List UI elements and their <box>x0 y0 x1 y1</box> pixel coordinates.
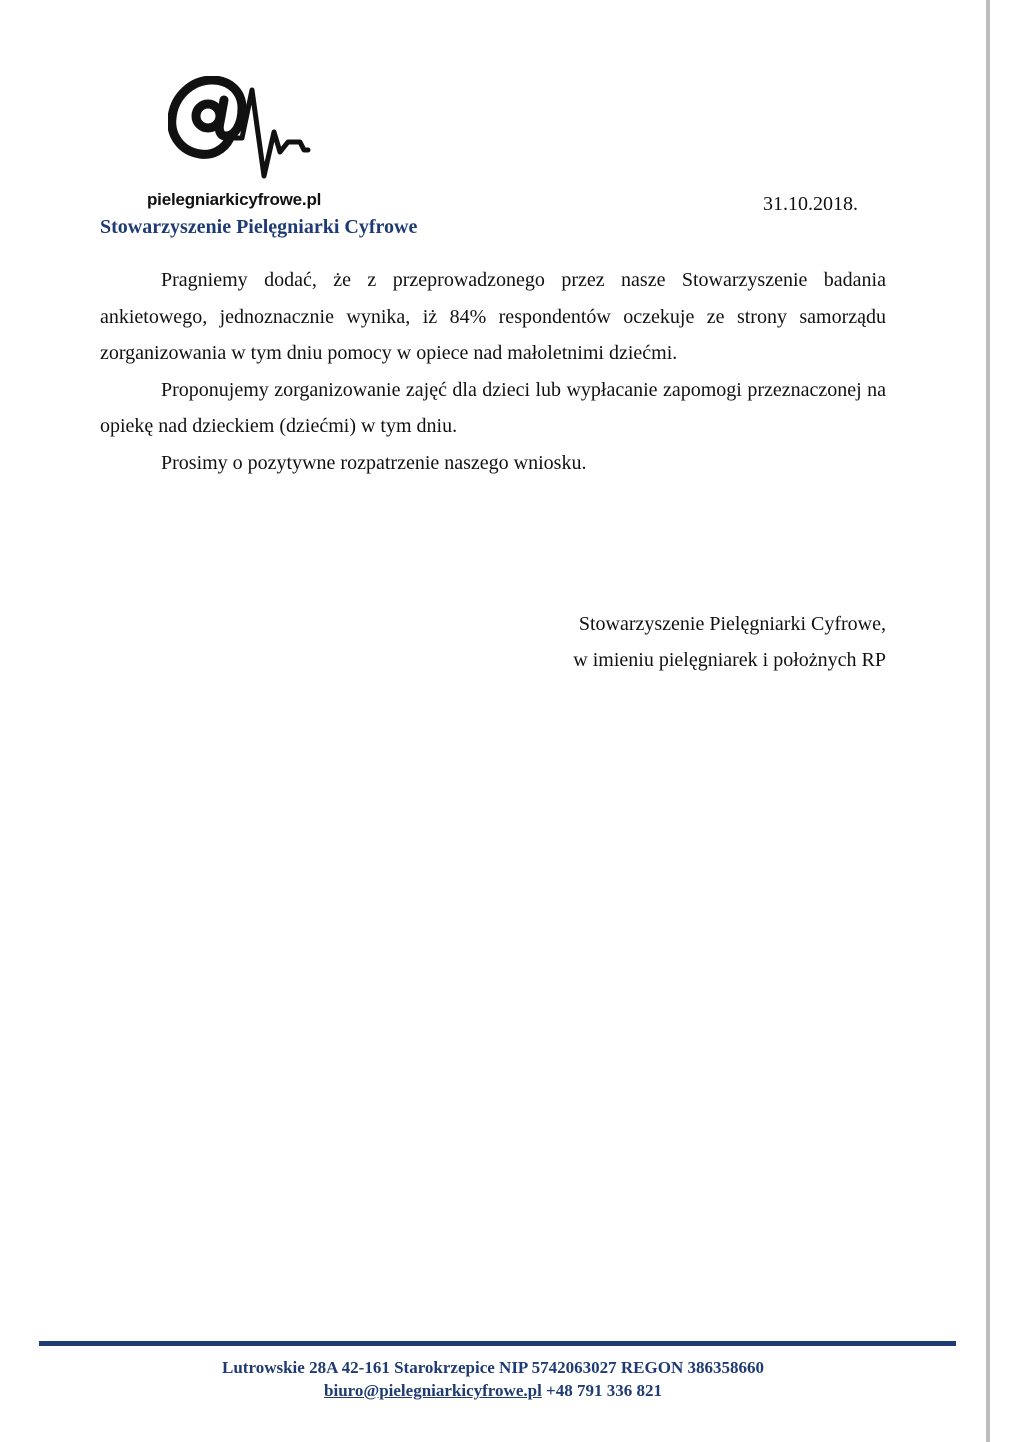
letter-date: 31.10.2018. <box>763 193 858 215</box>
footer-address: Lutrowskie 28A 42-161 Starokrzepice NIP 5742063027 REGON 386358660 <box>222 1358 764 1377</box>
paragraph-request: Prosimy o pozytywne rozpatrzenie naszego wniosku. <box>161 451 587 474</box>
footer <box>0 1356 986 1402</box>
logo-caption: pielegniarkicyfrowe.pl <box>147 190 322 209</box>
paragraph-survey: Pragniemy dodać, że z przeprowadzonego przez nasze Stowarzyszenie badania ankietowego, jednoznacznie wynika, iż 84% respondentów oczekuje ze strony samorządu zorganizowania w tym dniu pomocy w opiece nad małoletnimi dziećmi. <box>100 269 886 364</box>
footer-contact <box>0 1379 986 1402</box>
organization-heading: Stowarzyszenie Pielęgniarki Cyfrowe <box>100 216 418 238</box>
footer-phone: +48 791 336 821 <box>546 1381 662 1400</box>
signature-block <box>573 606 886 678</box>
page-margin <box>990 0 1010 1442</box>
footer-divider <box>39 1341 956 1346</box>
logo-at-heartbeat-icon <box>168 76 313 186</box>
footer-email-link[interactable]: biuro@pielegniarkicyfrowe.pl <box>324 1381 542 1400</box>
signature-org: Stowarzyszenie Pielęgniarki Cyfrowe, <box>578 613 886 635</box>
letter-body <box>100 262 886 481</box>
paragraph-proposal: Proponujemy zorganizowanie zajęć dla dzieci lub wypłacanie zapomogi przeznaczonej na opiekę nad dzieckiem (dziećmi) w tym dniu. <box>100 378 886 437</box>
signature-on-behalf: w imieniu pielęgniarek i położnych RP <box>573 649 886 671</box>
